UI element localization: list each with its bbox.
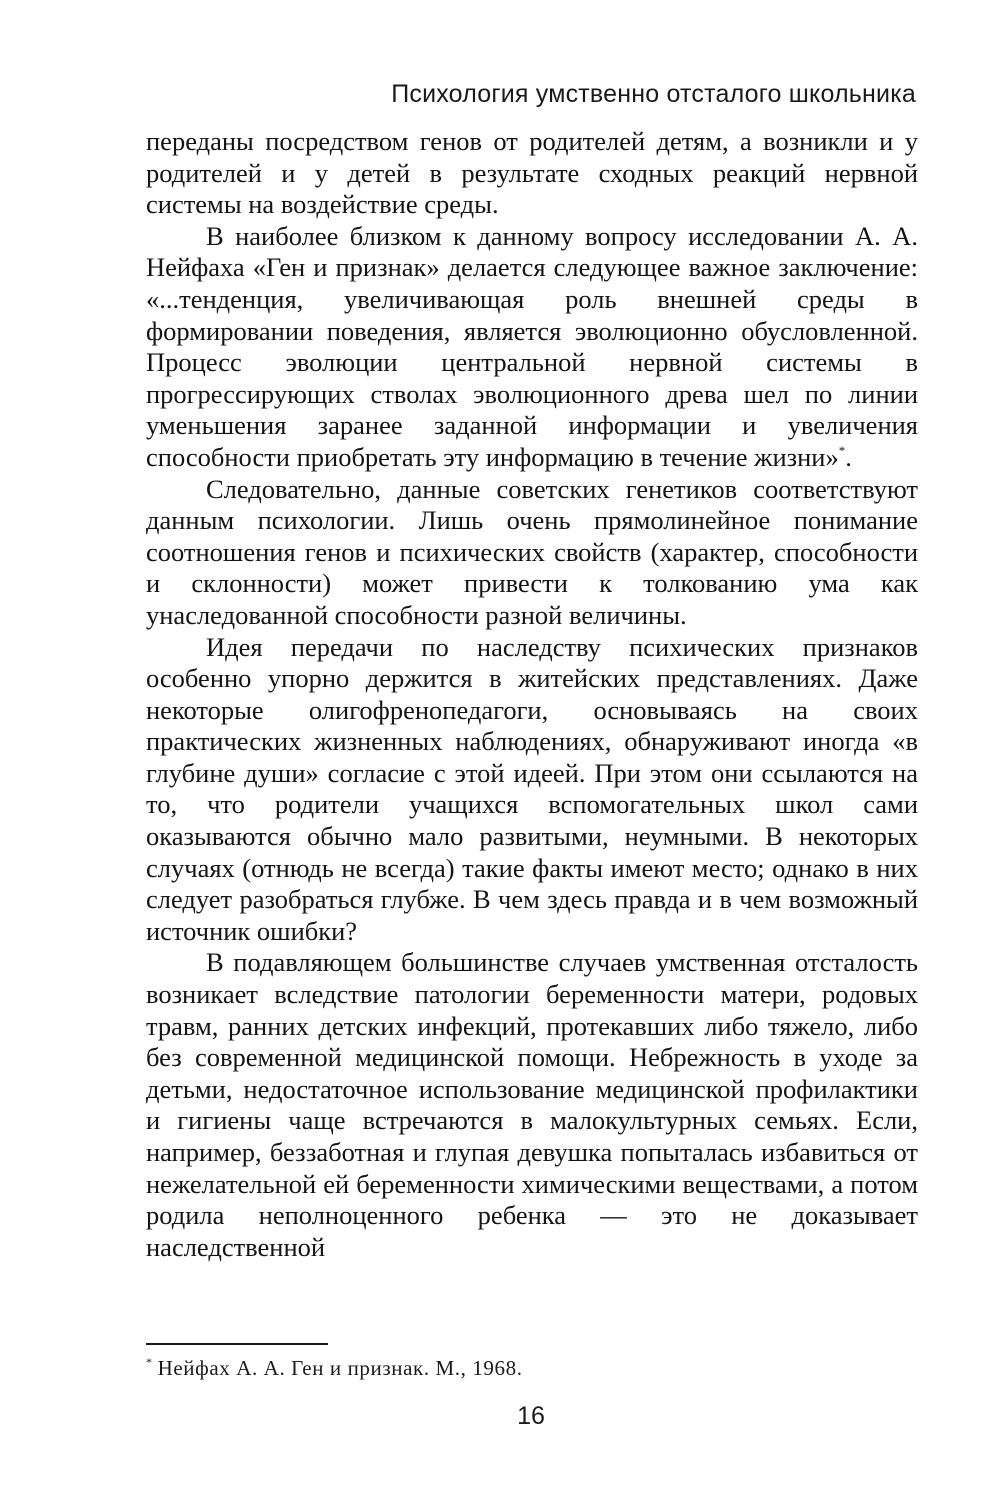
footnote [146,1356,523,1381]
footnote-reference-marker: * [838,442,846,458]
paragraph-5: В подавляющем большинстве случаев умственная отсталость возникает вследствие патологии беременности матери, родовых травм, ранних детских инфекций, протекавших либо тяжело, либо без современной медицинской помощи. Небрежность в уходе за детьми, недостаточное использование медицинской профилактики и гигиены чаще встречаются в малокультурных семьях. Если, например, беззаботная и глупая девушка попыталась избавиться от нежелательной ей беременности химическими веществами, а потом родила неполноценного ребенка — это не доказывает наследственной [146,947,918,1262]
paragraph-2-period: . [845,441,852,472]
paragraph-2 [146,221,918,474]
footnote-separator-rule [146,1343,328,1345]
running-header-title: Психология умственно отсталого школьника [391,80,916,108]
page-number: 16 [517,1402,545,1430]
paragraph-1: переданы посредством генов от родителей детям, а возникли и у родителей и у детей в результате сходных реакций нервной системы на воздействие среды. [146,126,918,220]
footnote-marker: * [146,1355,153,1369]
body-text [146,126,918,1263]
paragraph-2-text: В наиболее близком к данному вопросу исследовании А. А. Нейфаха «Ген и признак» делается следующее важное заключение: «...тенденция, увеличивающая роль внешней среды в формировании поведения, является эволюционно обусловленной. Процесс эволюции центральной нервной системы в прогрессирующих стволах эволюционного древа шел по линии уменьшения заранее заданной информации и увеличения способности приобретать эту информацию в течение жизни» [146,220,918,472]
paragraph-3: Следовательно, данные советских генетиков соответствуют данным психологии. Лишь очень прямолинейное понимание соотношения генов и психических свойств (характер, способности и склонности) может привести к толкованию ума как унаследованной способности разной величины. [146,473,918,630]
footnote-text: Нейфах А. А. Ген и признак. М., 1968. [157,1356,523,1380]
paragraph-4: Идея передачи по наследству психических признаков особенно упорно держится в житейских представлениях. Даже некоторые олигофренопедагоги, основываясь на своих практических жизненных наблюдениях, обнаруживают иногда «в глубине души» согласие с этой идеей. При этом они ссылаются на то, что родители учащихся вспомогательных школ сами оказываются обычно мало развитыми, неумными. В некоторых случаях (отнюдь не всегда) такие факты имеют место; однако в них следует разобраться глубже. В чем здесь правда и в чем возможный источник ошибки? [146,631,918,946]
